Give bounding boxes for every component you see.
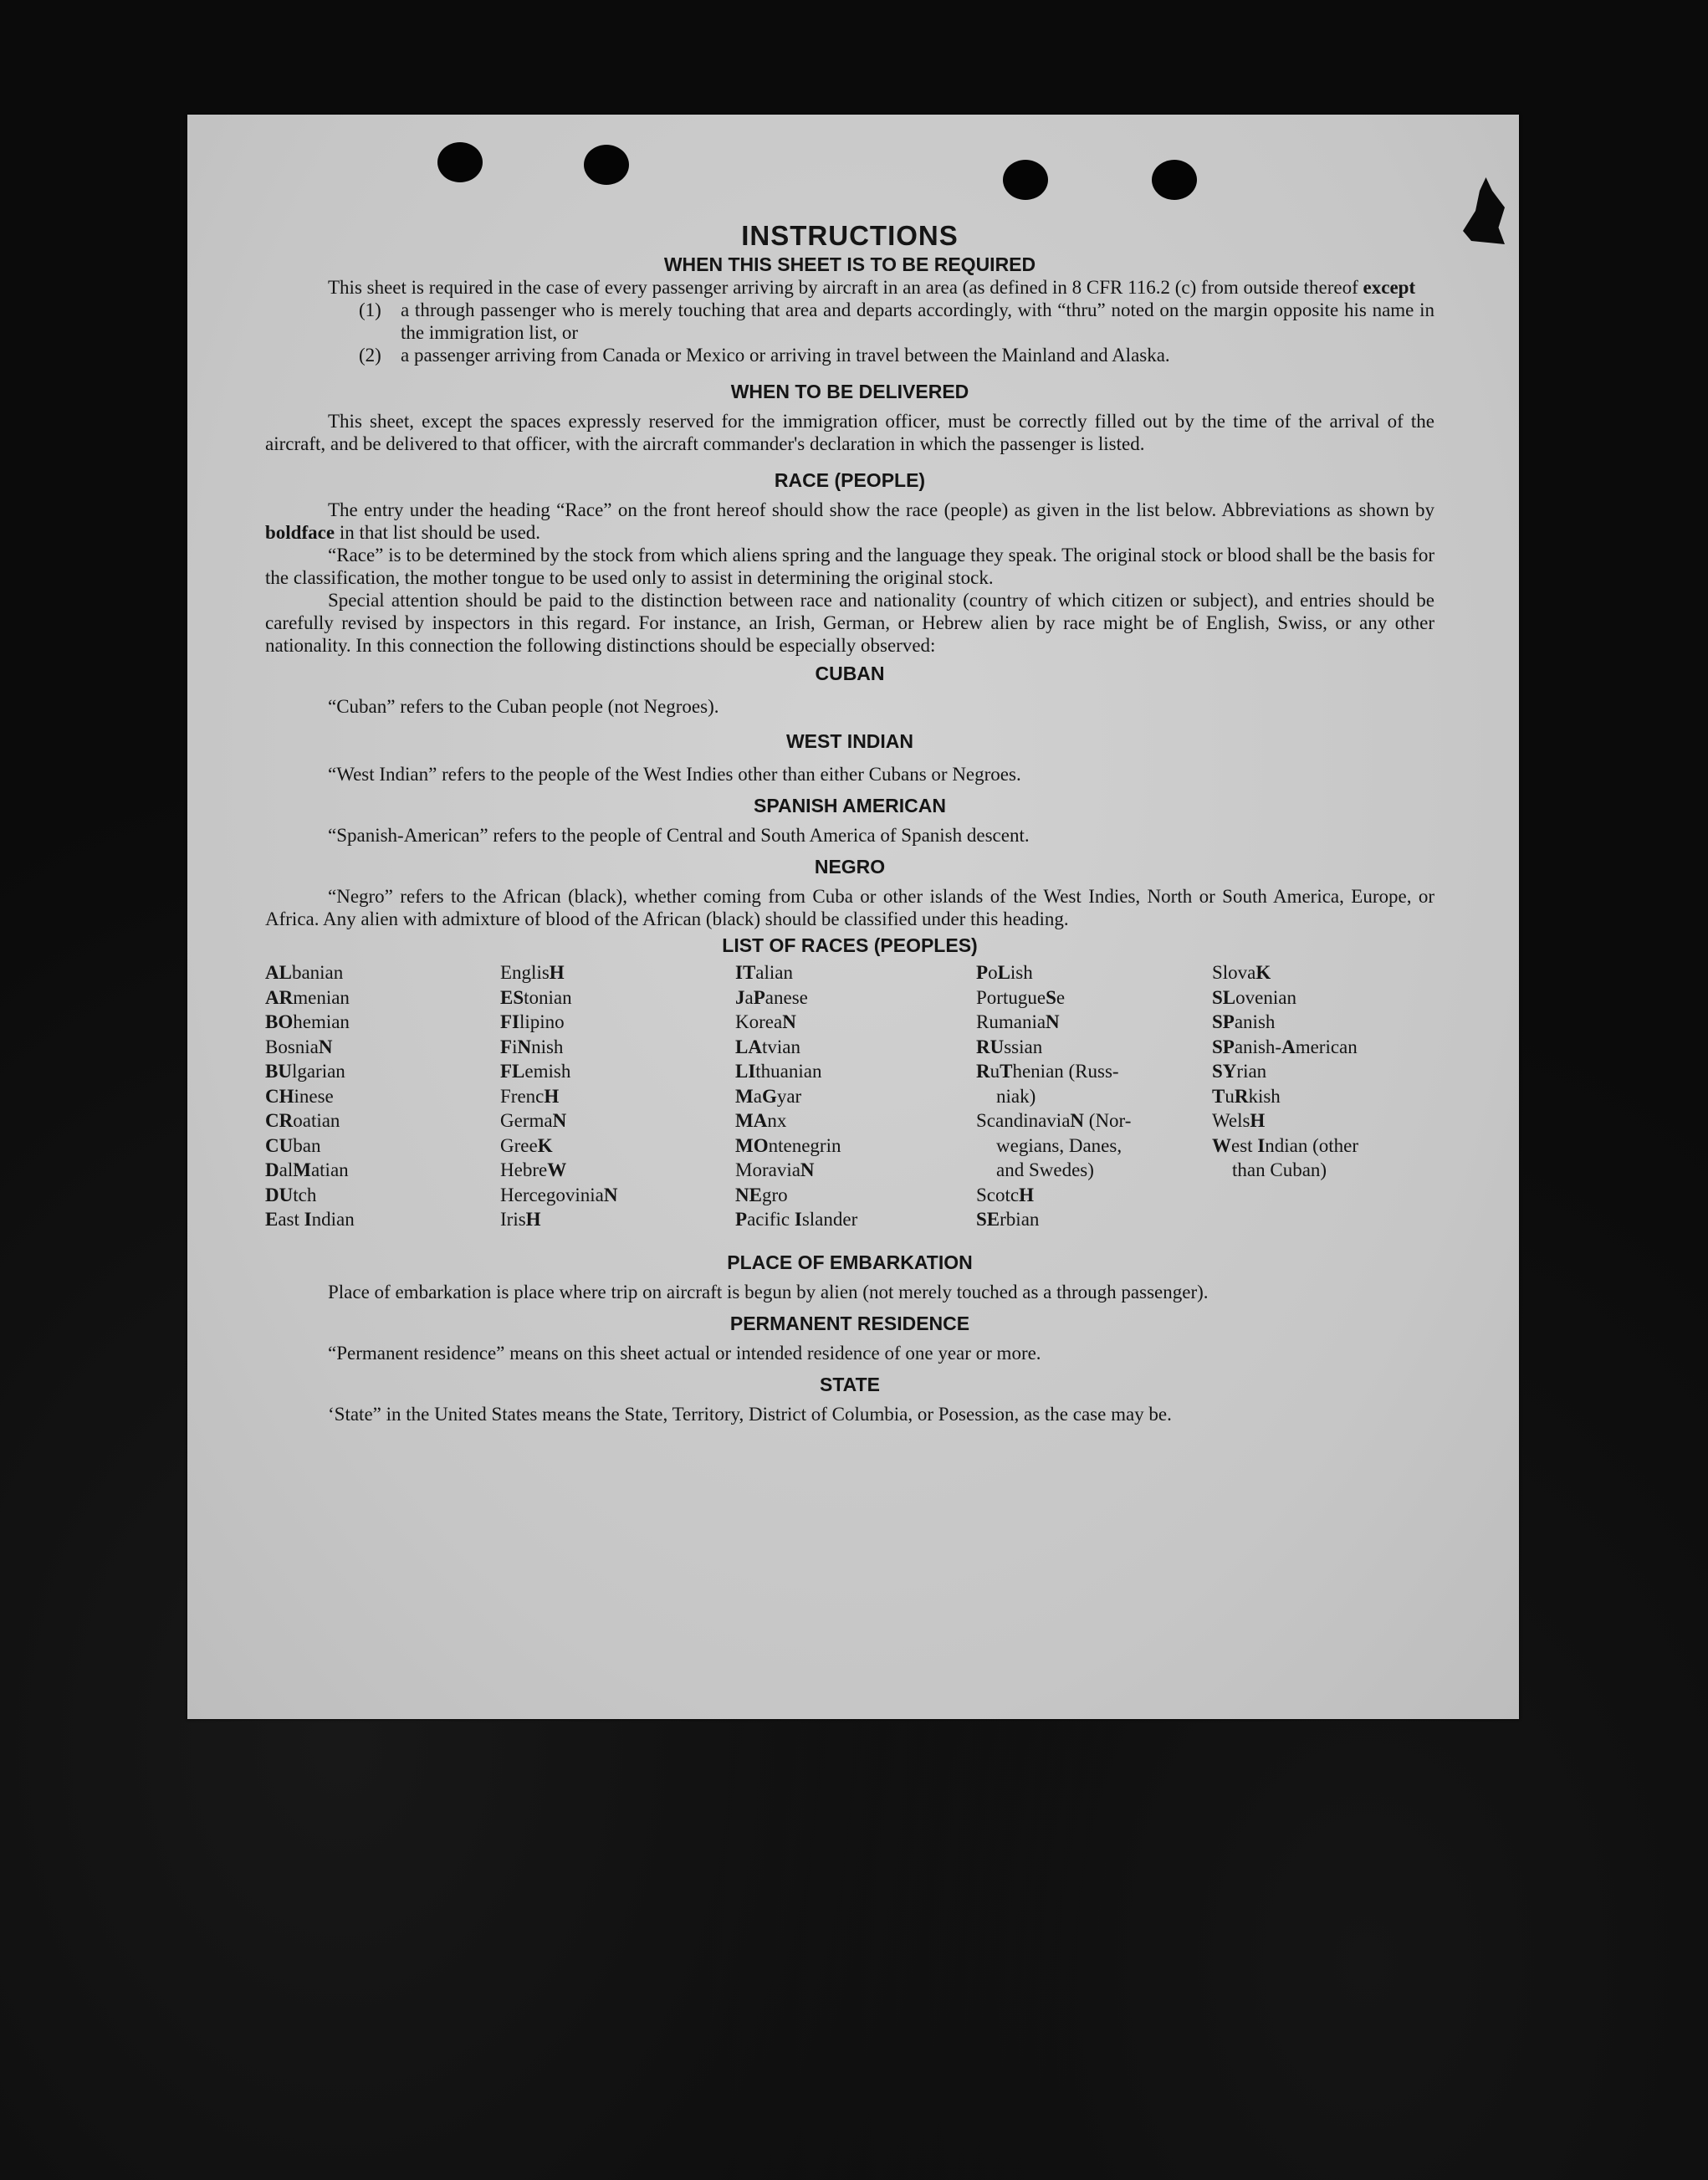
race-entry: SPanish <box>1212 1011 1276 1032</box>
race-entry: MoraviaN <box>735 1159 815 1180</box>
punch-hole <box>437 142 483 182</box>
race-entry: FIlipino <box>500 1011 565 1032</box>
race-entry: SlovaK <box>1212 962 1271 983</box>
race-entry: KoreaN <box>735 1011 796 1032</box>
race-entry: EStonian <box>500 986 572 1008</box>
race-entry: wegians, Danes, <box>996 1134 1122 1156</box>
race-entry: Pacific Islander <box>735 1209 858 1230</box>
race-entry: GermaN <box>500 1110 567 1131</box>
race-entry: TuRkish <box>1212 1085 1281 1107</box>
race-entry: than Cuban) <box>1232 1159 1327 1180</box>
race-entry: West Indian (other <box>1212 1134 1359 1156</box>
exception-item: (1) a through passenger who is merely touching that area and departs accordingly, with “thru” noted on the margin opposite his name in the immigration list, or <box>359 299 1434 343</box>
page-title: INSTRUCTIONS <box>741 220 959 251</box>
race-entry: SErbian <box>976 1209 1040 1230</box>
race-entry: FLemish <box>500 1061 571 1082</box>
required-exceptions <box>359 299 1434 366</box>
races-column <box>265 960 500 1232</box>
race-entry: SLovenian <box>1212 986 1296 1008</box>
race-entry: niak) <box>996 1085 1036 1107</box>
race-entry: MAnx <box>735 1110 787 1131</box>
state-text: ‘State” in the United States means the State, Territory, District of Columbia, or Posession, as the case may be. <box>328 1403 1172 1425</box>
race-entry: HercegoviniaN <box>500 1184 618 1205</box>
exception-item: (2) a passenger arriving from Canada or Mexico or arriving in travel between the Mainland and Alaska. <box>359 345 1170 366</box>
race-entry: ALbanian <box>265 962 344 983</box>
race-entry: CUban <box>265 1134 321 1156</box>
required-intro: This sheet is required in the case of every passenger arriving by aircraft in an area (as defined in 8 CFR 116.2 (c) from outside thereof except <box>328 277 1416 298</box>
races-column <box>735 960 976 1232</box>
embarkation-text: Place of embarkation is place where trip on aircraft is begun by alien (not merely touched as a through passenger). <box>328 1281 1209 1302</box>
heading-west-indian: WEST INDIAN <box>785 730 914 752</box>
race-entry: PortugueSe <box>976 986 1066 1008</box>
heading-negro: NEGRO <box>814 856 886 878</box>
race-entry: ITalian <box>735 962 793 983</box>
negro-text: “Negro” refers to the African (black), whether coming from Cuba or other islands of the West Indies, North or South America, Europe, or Africa. Any alien with admixture of blood of the African (black) should be classified under this heading. <box>265 886 1434 929</box>
race-entry: RUssian <box>976 1036 1043 1057</box>
race-entry: GreeK <box>500 1134 553 1156</box>
race-paragraph-3: Special attention should be paid to the distinction between race and nationality (country of which citizen or subject), and entries should be carefully revised by inspectors in this regard. For instance, an Irish, German, or Hebrew alien by race might be of English, Swiss, or any other nationality. In this connection the following distinctions should be especially observed: <box>265 590 1434 656</box>
race-entry: MaGyar <box>735 1085 802 1107</box>
race-entry: EnglisH <box>500 962 565 983</box>
race-entry: NEgro <box>735 1184 788 1205</box>
heading-embarkation: PLACE OF EMBARKATION <box>727 1251 973 1273</box>
punch-hole <box>1003 160 1048 200</box>
race-entry: LIthuanian <box>735 1061 822 1082</box>
race-entry: SPanish-American <box>1212 1036 1358 1057</box>
west-indian-text: “West Indian” refers to the people of the West Indies other than either Cubans or Negroes. <box>328 764 1021 785</box>
races-list <box>265 960 1434 1232</box>
race-paragraph-1: The entry under the heading “Race” on the front hereof should show the race (people) as given in the list below. Abbreviations as shown by boldface in that list should be used. <box>265 499 1434 543</box>
punch-hole <box>584 145 629 185</box>
heading-cuban: CUBAN <box>815 663 885 684</box>
race-entry: SYrian <box>1212 1061 1267 1082</box>
race-entry: IrisH <box>500 1209 541 1230</box>
race-entry: DUtch <box>265 1184 317 1205</box>
heading-residence: PERMANENT RESIDENCE <box>729 1312 970 1334</box>
race-entry: HebreW <box>500 1159 567 1180</box>
race-entry: ScandinaviaN (Nor- <box>976 1110 1132 1131</box>
race-entry: WelsH <box>1212 1110 1266 1131</box>
races-column <box>1212 960 1434 1232</box>
race-entry: LAtvian <box>735 1036 800 1057</box>
race-entry: MOntenegrin <box>735 1134 841 1156</box>
heading-delivered: WHEN TO BE DELIVERED <box>730 381 969 402</box>
race-entry: JaPanese <box>735 986 808 1008</box>
punch-hole <box>1152 160 1197 200</box>
heading-list-of-races: LIST OF RACES (PEOPLES) <box>722 934 978 956</box>
race-entry: FrencH <box>500 1085 560 1107</box>
race-entry: PoLish <box>976 962 1033 983</box>
residence-text: “Permanent residence” means on this sheet actual or intended residence of one year or more. <box>328 1342 1041 1364</box>
race-entry: DalMatian <box>265 1159 349 1180</box>
race-entry: and Swedes) <box>996 1159 1094 1180</box>
heading-spanish-american: SPANISH AMERICAN <box>753 795 946 816</box>
race-entry: BosniaN <box>265 1036 333 1057</box>
races-column <box>976 960 1212 1232</box>
spanish-american-text: “Spanish-American” refers to the people of Central and South America of Spanish descent. <box>328 825 1030 846</box>
race-entry: RuThenian (Russ- <box>976 1061 1119 1082</box>
cuban-text: “Cuban” refers to the Cuban people (not Negroes). <box>328 696 719 717</box>
instructions-content <box>265 219 1434 1425</box>
race-entry: BOhemian <box>265 1011 350 1032</box>
race-entry: FiNnish <box>500 1036 564 1057</box>
race-entry: RumaniaN <box>976 1011 1060 1032</box>
race-entry: East Indian <box>265 1209 355 1230</box>
race-entry: ARmenian <box>265 986 350 1008</box>
heading-race: RACE (PEOPLE) <box>774 469 926 491</box>
delivered-text: This sheet, except the spaces expressly reserved for the immigration officer, must be correctly filled out by the time of the arrival of the aircraft, and be delivered to that officer, with the aircraft commander's declaration in which the passenger is listed. <box>265 411 1434 454</box>
heading-state: STATE <box>820 1373 880 1395</box>
race-entry: CRoatian <box>265 1110 340 1131</box>
heading-required: WHEN THIS SHEET IS TO BE REQUIRED <box>663 253 1036 275</box>
race-entry: CHinese <box>265 1085 334 1107</box>
race-paragraph-2: “Race” is to be determined by the stock from which aliens spring and the language they speak. The original stock or blood shall be the basis for the classification, the mother tongue to be used only to assist in determining the original stock. <box>265 545 1434 588</box>
ink-blot <box>1463 177 1505 244</box>
race-entry: BUlgarian <box>265 1061 345 1082</box>
race-entry: ScotcH <box>976 1184 1034 1205</box>
races-column <box>500 960 735 1232</box>
